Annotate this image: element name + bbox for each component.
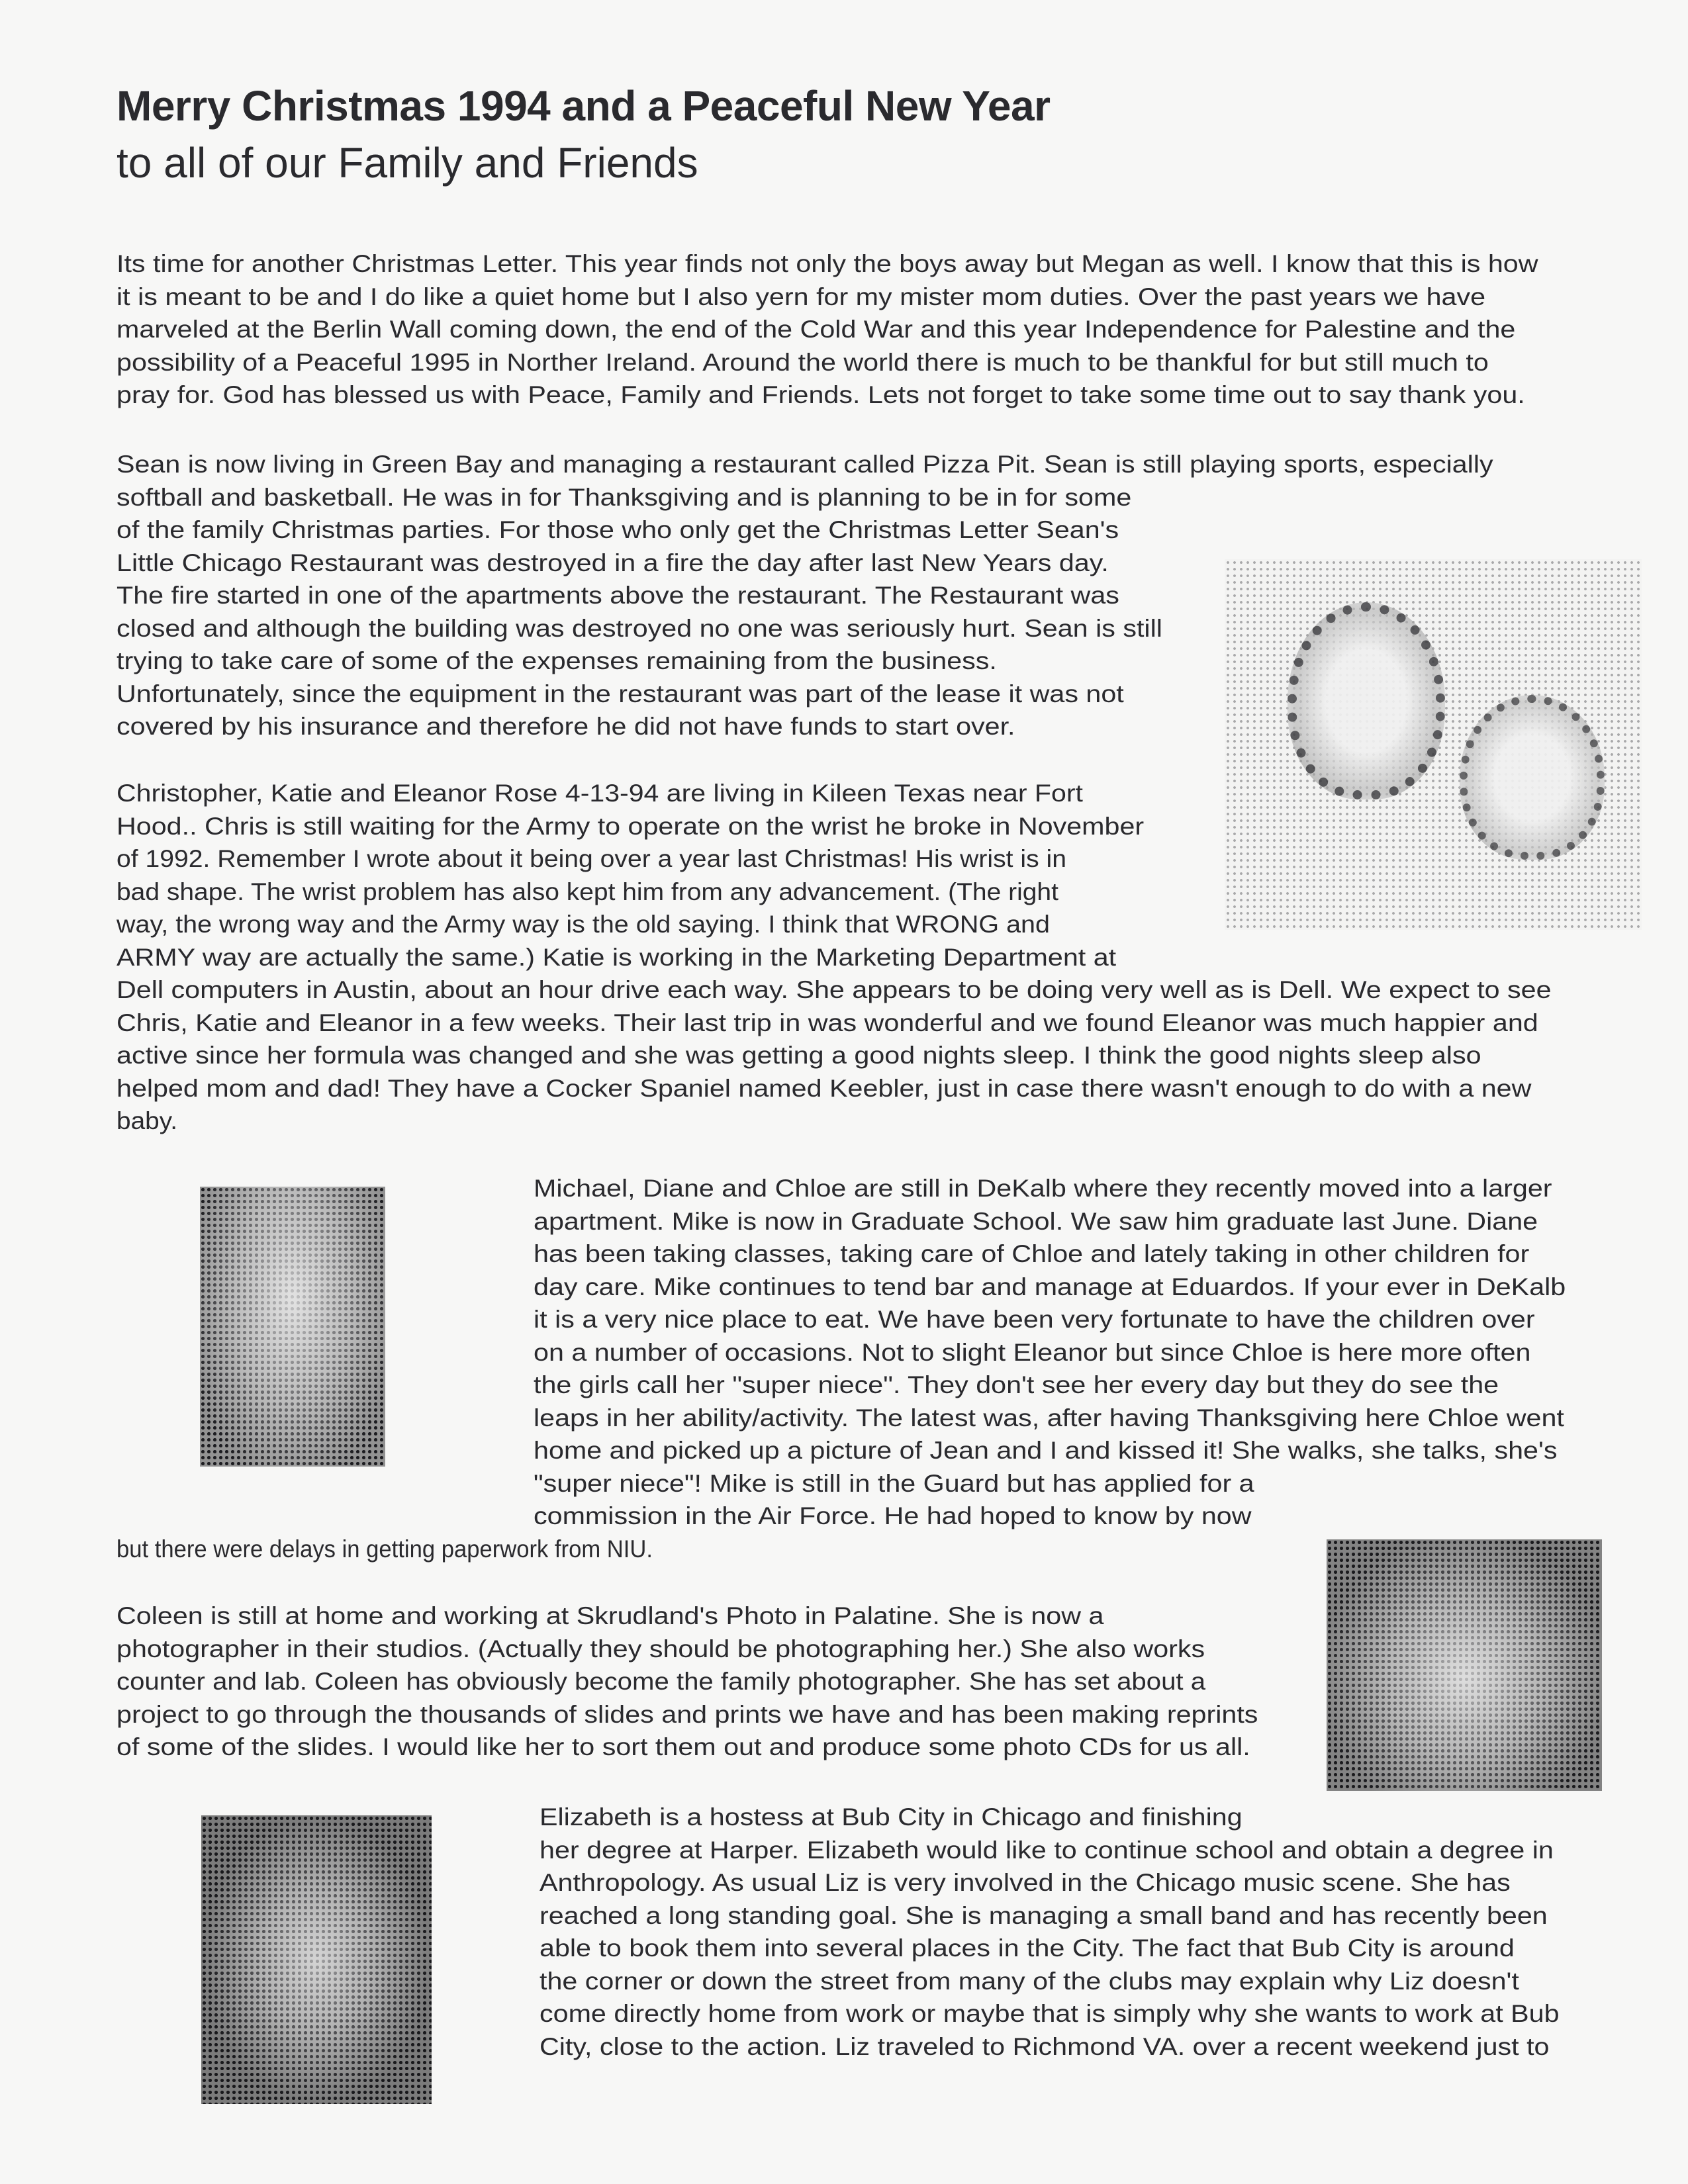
text-line: baby. <box>117 1107 178 1134</box>
text-line: Dell computers in Austin, about an hour drive each way. She appears to be doing very well as is Dell. We expect to see <box>117 976 1552 1003</box>
text-line: way, the wrong way and the Army way is the old saying. I think that WRONG and <box>117 910 1050 938</box>
text-line: Anthropology. As usual Liz is very involved in the Chicago music scene. She has <box>539 1868 1511 1896</box>
text-line: covered by his insurance and therefore he did not have funds to start over. <box>117 712 1015 740</box>
text-line: pray for. God has blessed us with Peace, Family and Friends. Lets not forget to take some time out to say thank you. <box>117 381 1525 408</box>
text-line: "super niece"! Mike is still in the Guard but has applied for a <box>534 1469 1254 1497</box>
text-line: ARMY way are actually the same.) Katie is working in the Marketing Department at <box>117 942 1117 971</box>
child-face-right <box>1460 695 1605 860</box>
text-line: reached a long standing goal. She is managing a small band and has recently been <box>539 1901 1548 1929</box>
text-line: the girls call her "super niece". They don't see her every day but they do see the <box>534 1371 1499 1398</box>
text-line: Elizabeth is a hostess at Bub City in Chicago and finishing <box>539 1803 1243 1831</box>
text-line: softball and basketball. He was in for Thanksgiving and is planning to be in for some <box>117 482 1132 511</box>
text-line: day care. Mike continues to tend bar and manage at Eduardos. If your ever in DeKalb <box>534 1272 1566 1300</box>
text-line: active since her formula was changed and she was getting a good nights sleep. I think the good nights sleep also <box>117 1041 1481 1069</box>
text-line: able to book them into several places in the City. The fact that Bub City is around <box>539 1934 1515 1962</box>
text-line: trying to take care of some of the expenses remaining from the business. <box>117 647 997 674</box>
text-line: of some of the slides. I would like her to sort them out and produce some photo CDs for us all. <box>117 1733 1250 1760</box>
text-line: has been taking classes, taking care of Chloe and lately taking in other children for <box>534 1240 1530 1267</box>
text-line: Hood.. Chris is still waiting for the Army to operate on the wrist he broke in November <box>117 811 1145 840</box>
text-line: leaps in her ability/activity. The latest was, after having Thanksgiving here Chloe went <box>534 1403 1564 1432</box>
photo-two-children <box>1225 559 1642 930</box>
text-line: Michael, Diane and Chloe are still in DeKalb where they recently moved into a larger <box>534 1174 1552 1202</box>
text-line: of 1992. Remember I wrote about it being over a year last Christmas! His wrist is in <box>117 844 1066 872</box>
text-line: Sean is now living in Green Bay and managing a restaurant called Pizza Pit. Sean is still playing sports, especially <box>117 450 1493 478</box>
text-line: Unfortunately, since the equipment in the restaurant was part of the lease it was not <box>117 679 1124 707</box>
text-line: the corner or down the street from many of the clubs may explain why Liz doesn't <box>539 1966 1519 1995</box>
text-line: her degree at Harper. Elizabeth would like to continue school and obtain a degree in <box>539 1835 1554 1864</box>
text-line: Chris, Katie and Eleanor in a few weeks. Their last trip in was wonderful and we found Eleanor was much happier and <box>117 1008 1538 1036</box>
text-line: come directly home from work or maybe that is simply why she wants to work at Bub <box>539 1999 1560 2027</box>
photo-baby-chloe <box>200 1187 385 1467</box>
text-line: Little Chicago Restaurant was destroyed in a fire the day after last New Years day. <box>117 548 1109 576</box>
text-line: Its time for another Christmas Letter. This year finds not only the boys away but Megan as well. I know that this is how <box>117 250 1538 277</box>
text-line: Christopher, Katie and Eleanor Rose 4-13-94 are living in Kileen Texas near Fort <box>117 779 1083 807</box>
text-line: counter and lab. Coleen has obviously become the family photographer. She has set about a <box>117 1667 1206 1695</box>
child-face-left <box>1288 602 1445 799</box>
text-line: helped mom and dad! They have a Cocker Spaniel named Keebler, just in case there wasn't enough to do with a new <box>117 1073 1532 1102</box>
text-line: photographer in their studios. (Actually they should be photographing her.) She also works <box>117 1634 1205 1662</box>
text-line: marveled at the Berlin Wall coming down, the end of the Cold War and this year Independence for Palestine and the <box>117 315 1516 343</box>
text-line: Coleen is still at home and working at Skrudland's Photo in Palatine. She is now a <box>117 1602 1104 1629</box>
text-line: apartment. Mike is now in Graduate School. We saw him graduate last June. Diane <box>534 1206 1538 1235</box>
text-line: it is a very nice place to eat. We have been very fortunate to have the children over <box>534 1305 1535 1333</box>
photo-girl-coleen <box>1327 1539 1602 1791</box>
text-line: closed and although the building was destroyed no one was seriously hurt. Sean is still <box>117 614 1162 642</box>
text-line: on a number of occasions. Not to slight Eleanor but since Chloe is here more often <box>534 1338 1531 1366</box>
text-line: of the family Christmas parties. For those who only get the Christmas Letter Sean's <box>117 516 1119 543</box>
text-line: The fire started in one of the apartments above the restaurant. The Restaurant was <box>117 581 1119 609</box>
text-line: but there were delays in getting paperwork from NIU. <box>117 1534 653 1563</box>
text-line: bad shape. The wrist problem has also kept him from any advancement. (The right <box>117 877 1058 905</box>
letter-subtitle: to all of our Family and Friends <box>117 139 698 187</box>
letter-title: Merry Christmas 1994 and a Peaceful New Year <box>117 82 1051 130</box>
text-line: possibility of a Peaceful 1995 in Norther Ireland. Around the world there is much to be thankful for but still much to <box>117 347 1489 376</box>
text-line: it is meant to be and I do like a quiet home but I also yern for my mister mom duties. Over the past years we have <box>117 282 1486 310</box>
text-line: project to go through the thousands of slides and prints we have and has been making reprints <box>117 1700 1258 1728</box>
text-line: home and picked up a picture of Jean and I and kissed it! She walks, she talks, she's <box>534 1436 1558 1464</box>
text-line: commission in the Air Force. He had hoped to know by now <box>534 1502 1252 1529</box>
text-line: City, close to the action. Liz traveled to Richmond VA. over a recent weekend just to <box>539 2032 1550 2060</box>
photo-elizabeth <box>201 1815 432 2104</box>
